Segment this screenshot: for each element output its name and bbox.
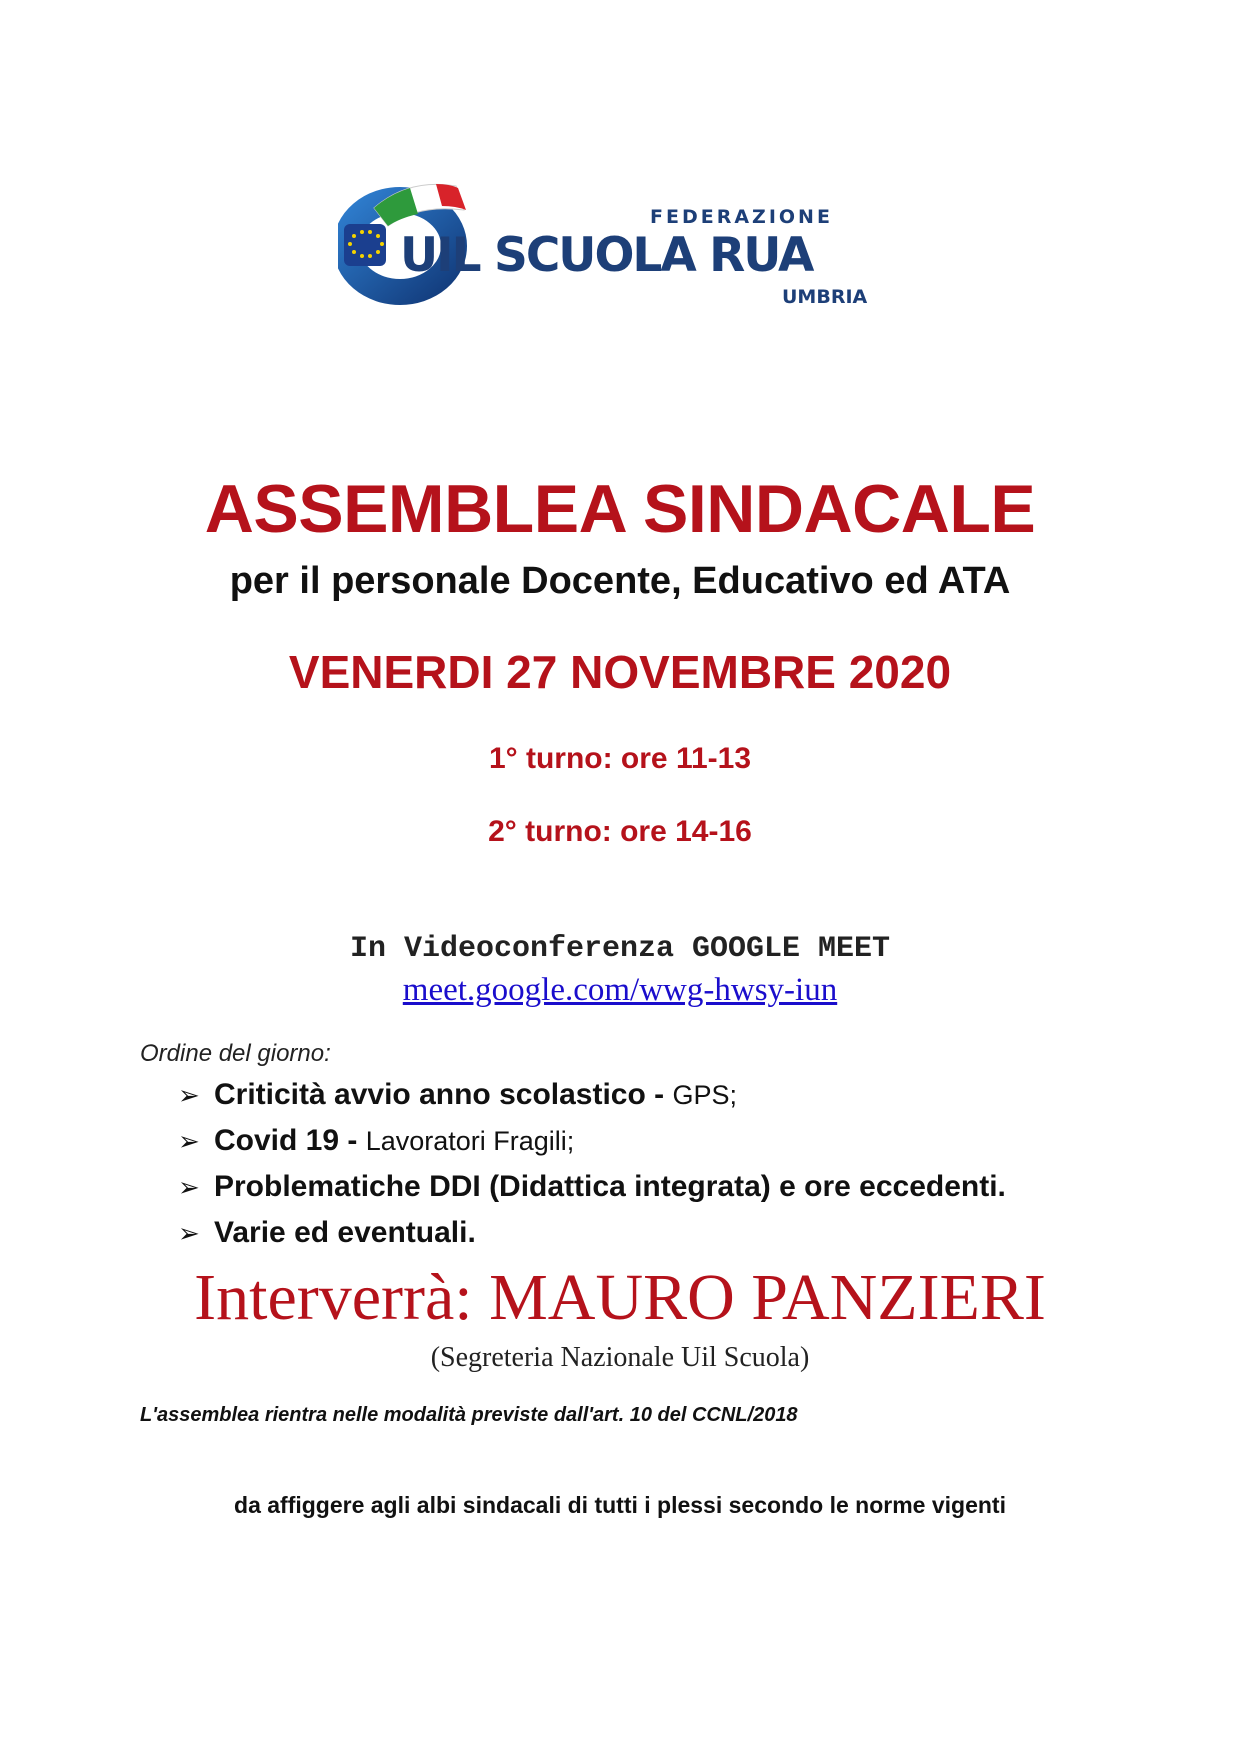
arrow-bullet-icon: ➢ (178, 1218, 200, 1248)
list-item: ➢ Covid 19 - Lavoratori Fragili; (178, 1124, 575, 1157)
list-item: ➢ Criticità avvio anno scolastico - GPS; (178, 1078, 737, 1111)
uil-logo (338, 168, 868, 328)
speaker-line: Interverrà: MAURO PANZIERI (194, 1261, 1046, 1334)
ccnl-note: L'assemblea rientra nelle modalità previste dall'art. 10 del CCNL/2018 (140, 1404, 798, 1426)
second-turn: 2° turno: ore 14-16 (488, 815, 752, 848)
speaker-role: (Segreteria Nazionale Uil Scuola) (430, 1342, 810, 1373)
logo-name: UIL SCUOLA RUA (400, 228, 813, 283)
arrow-bullet-icon: ➢ (178, 1080, 200, 1110)
posting-footer: da affiggere agli albi sindacali di tutti i plessi secondo le norme vigenti (234, 1492, 1006, 1518)
page-subtitle: per il personale Docente, Educativo ed ATA (229, 560, 1011, 602)
arrow-bullet-icon: ➢ (178, 1126, 200, 1156)
page-title: ASSEMBLEA SINDACALE (204, 471, 1036, 547)
list-item: ➢ Varie ed eventuali. (178, 1216, 476, 1249)
videoconference-label: In Videoconferenza GOOGLE MEET (349, 932, 891, 966)
first-turn: 1° turno: ore 11-13 (488, 742, 752, 775)
meet-link[interactable]: meet.google.com/wwg-hwsy-iun (402, 972, 838, 1008)
logo-federazione: FEDERAZIONE (650, 206, 833, 228)
list-item: ➢ Problematiche DDI (Didattica integrata) e ore eccedenti. (178, 1170, 1006, 1203)
event-date: VENERDI 27 NOVEMBRE 2020 (288, 646, 952, 698)
arrow-bullet-icon: ➢ (178, 1172, 200, 1202)
logo-region: UMBRIA (782, 286, 868, 308)
agenda-label: Ordine del giorno: (140, 1040, 331, 1067)
agenda-list (178, 1078, 1006, 1262)
